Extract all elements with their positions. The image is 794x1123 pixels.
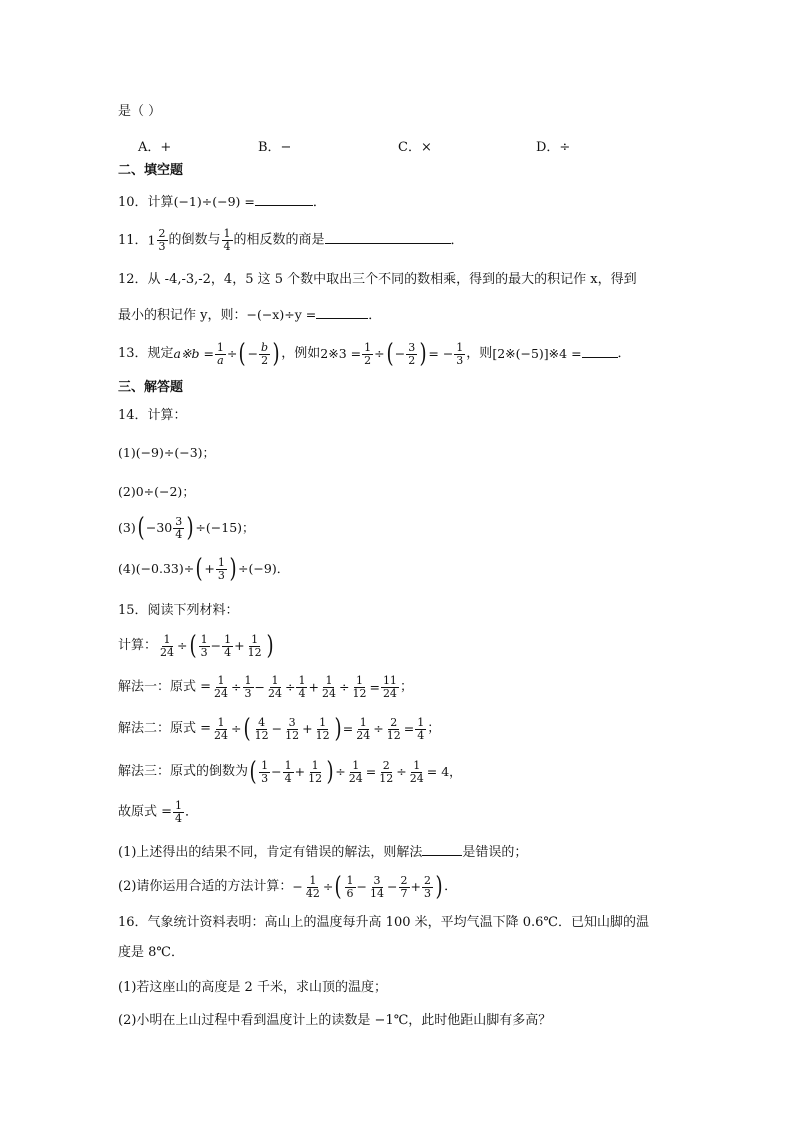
question-15: 15．阅读下列材料： xyxy=(118,603,239,618)
question-14: 14．计算： xyxy=(118,408,187,423)
question-15-1: (1)上述得出的结果不同，肯定有错误的解法，则解法 是错误的； xyxy=(118,845,528,860)
section-answer-heading: 三、解答题 xyxy=(118,380,184,395)
original-result: 故原式 = $\frac{1}{4}$ ． xyxy=(118,799,199,825)
method-1: 解法一：原式 = $\frac{1}{24}$ ÷ $\frac{1}{3}$ − $\frac{1}{24}$ ÷ $\frac{1}{4}$ + $\frac{1}{24}$ ÷ $\frac{1}{12}$ = $\frac{11}{24}$ ； xyxy=(118,674,413,700)
question-14-3: (3)( −30 $\frac{3}{4}$ ) ÷(−15)； xyxy=(118,513,255,543)
question-16-2: (2)小明在上山过程中看到温度计上的读数是 −1℃，此时他距山脚有多高？ xyxy=(118,1013,552,1028)
question-12-line1: 12．从 -4,-3,-2，4，5 这 5 个数中取出三个不同的数相乘，得到的最大的积记作 x，得到 xyxy=(118,272,637,287)
method-3: 解法三：原式的倒数为( $\frac{1}{3}$ − $\frac{1}{4}$ + $\frac{1}{12}$ ) ÷ $\frac{1}{24}$ = $\frac{2}{12}$ ÷ $\frac{1}{24}$ = 4， xyxy=(118,757,462,787)
option-a: A．+ xyxy=(138,140,172,155)
option-b: B．− xyxy=(258,140,292,155)
question-14-1: (1)(−9)÷(−3)； xyxy=(118,445,216,460)
calc-expression: 计算： $\frac{1}{24}$ ÷( $\frac{1}{3}$ − $\frac{1}{4}$ + $\frac{1}{12}$ ) xyxy=(118,631,274,661)
question-11: 11．1 $\frac{2}{3}$ 的倒数与 $\frac{1}{4}$ 的相反数的商是 ． xyxy=(118,227,464,253)
q9-tail: 是（ ） xyxy=(118,104,162,119)
question-14-2: (2)0÷(−2)； xyxy=(118,484,195,499)
option-c: C．× xyxy=(398,140,432,155)
fraction: $\frac{2}{3}$ xyxy=(158,227,166,253)
question-14-4: (4)(−0.33)÷( + $\frac{1}{3}$ ) ÷(−9)． xyxy=(118,554,290,584)
question-16-1: (1)若这座山的高度是 2 千米，求山顶的温度； xyxy=(118,980,387,995)
method-2: 解法二：原式 = $\frac{1}{24}$ ÷( $\frac{4}{12}$ − $\frac{3}{12}$ + $\frac{1}{12}$ ) = $\frac{1}{24}$ ÷ $\frac{2}{12}$ = $\frac{1}{4}$ ； xyxy=(118,714,441,744)
section-fill-blank-heading: 二、填空题 xyxy=(118,163,184,178)
question-12-line2: 最小的积记作 y，则：−(−x)÷y = ． xyxy=(118,307,382,323)
option-d: D．÷ xyxy=(536,140,571,155)
question-10: 10．计算(−1)÷(−9) = ． xyxy=(118,194,326,210)
fraction: $\frac{1}{4}$ xyxy=(223,227,231,253)
question-13: 13．规定a※b = $\frac{1}{a}$ ÷( − $\frac{b}{2}$ ) ，例如2※3 = $\frac{1}{2}$ ÷( − $\frac{3}{2}$ ) = − $\frac{1}{3}$ ，则[2※(−5)]※4 = ． xyxy=(118,339,631,369)
question-15-2: (2)请你运用合适的方法计算：− $\frac{1}{42}$ ÷( $\frac{1}{6}$ − $\frac{3}{14}$ − $\frac{2}{7}$ + $\frac{2}{3}$ ) ． xyxy=(118,872,458,902)
question-16-line1: 16．气象统计资料表明：高山上的温度每升高 100 米，平均气温下降 0.6℃．已知山脚的温 xyxy=(118,915,649,930)
question-16-line2: 度是 8℃． xyxy=(118,945,184,960)
